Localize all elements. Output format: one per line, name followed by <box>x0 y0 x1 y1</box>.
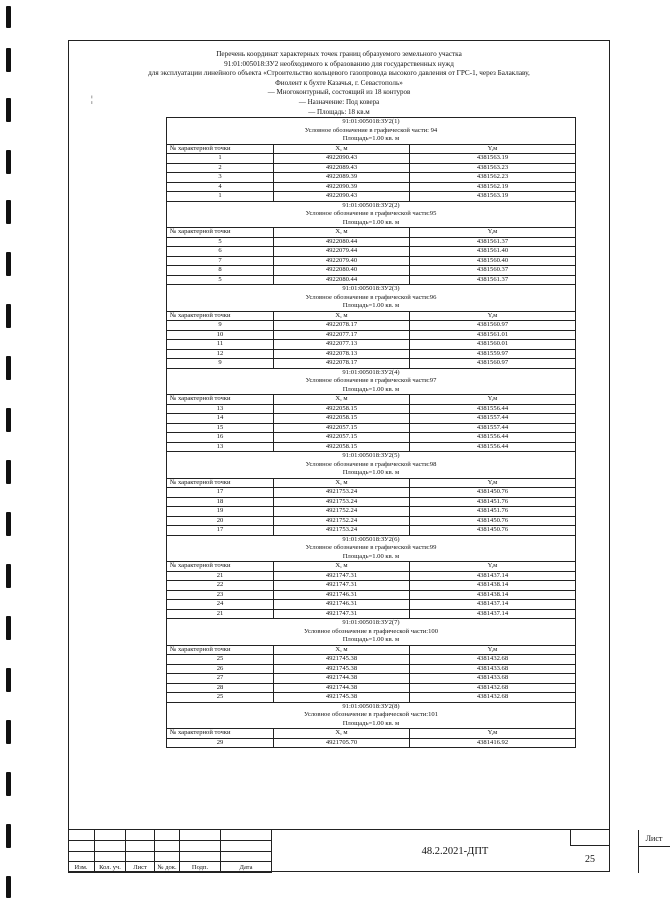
section-id-row <box>167 285 576 294</box>
section-legend-row <box>167 377 576 386</box>
point-y: 4381432.68 <box>410 683 576 693</box>
column-header-row <box>167 562 576 572</box>
point-x: 4922089.43 <box>274 163 410 173</box>
sheet-label: Лист <box>638 830 670 847</box>
stamp-label-docnum: № док. <box>155 862 180 873</box>
section-id-row <box>167 535 576 544</box>
section-area-row <box>167 302 576 311</box>
column-header-y: Y,м <box>410 311 576 321</box>
point-y: 4381416.92 <box>410 738 576 748</box>
table-row <box>167 359 576 369</box>
point-y: 4381563.23 <box>410 163 576 173</box>
point-y: 4381563.19 <box>410 154 576 164</box>
section-area: Площадь=1.00 кв. м <box>167 553 576 562</box>
point-x: 4921753.24 <box>274 497 410 507</box>
point-y: 4381450.76 <box>410 526 576 536</box>
table-row <box>167 330 576 340</box>
point-x: 4922079.44 <box>274 247 410 257</box>
column-header-row <box>167 311 576 321</box>
point-y: 4381562.23 <box>410 173 576 183</box>
point-number: 25 <box>167 693 274 703</box>
column-header-row <box>167 478 576 488</box>
point-x: 4921746.31 <box>274 590 410 600</box>
point-x: 4922057.15 <box>274 433 410 443</box>
table-row <box>167 600 576 610</box>
table-row <box>167 173 576 183</box>
table-row <box>167 683 576 693</box>
point-y: 4381556.44 <box>410 433 576 443</box>
point-number: 9 <box>167 321 274 331</box>
column-header-row <box>167 645 576 655</box>
meta-purpose: — Назначение: Под ковера <box>298 97 380 106</box>
point-y: 4381433.68 <box>410 664 576 674</box>
section-id: 91:01:005018:ЗУ2(7) <box>167 619 576 628</box>
column-header-num: № характерной точки <box>167 645 274 655</box>
table-row <box>167 266 576 276</box>
point-x: 4921744.38 <box>274 683 410 693</box>
section-legend: Условное обозначение в графической части:97 <box>167 377 576 386</box>
point-x: 4922077.13 <box>274 340 410 350</box>
section-area: Площадь=1.00 кв. м <box>167 302 576 311</box>
section-area-row <box>167 553 576 562</box>
title-line-4: Фиолент к бухте Казачья, г. Севастополь» <box>275 78 403 87</box>
point-y: 4381451.76 <box>410 497 576 507</box>
section-area: Площадь=1.00 кв. м <box>167 720 576 729</box>
point-y: 4381450.76 <box>410 516 576 526</box>
point-x: 4921705.70 <box>274 738 410 748</box>
table-row <box>167 321 576 331</box>
section-id-row <box>167 368 576 377</box>
section-id: 91:01:005018:ЗУ2(4) <box>167 368 576 377</box>
point-x: 4922078.13 <box>274 349 410 359</box>
table-row <box>167 237 576 247</box>
point-number: 22 <box>167 581 274 591</box>
section-legend-row <box>167 461 576 470</box>
section-legend-row <box>167 210 576 219</box>
section-legend: Условное обозначение в графической части:95 <box>167 210 576 219</box>
section-legend: Условное обозначение в графической части: 94 <box>167 127 576 136</box>
point-number: 10 <box>167 330 274 340</box>
column-header-x: X, м <box>274 228 410 238</box>
column-header-row <box>167 144 576 154</box>
point-number: 4 <box>167 182 274 192</box>
document-code: 48.2.2021-ДПТ <box>272 830 639 873</box>
point-x: 4921753.24 <box>274 526 410 536</box>
point-number: 21 <box>167 571 274 581</box>
section-area-row <box>167 469 576 478</box>
point-number: 5 <box>167 275 274 285</box>
point-x: 4922089.39 <box>274 173 410 183</box>
point-y: 4381560.97 <box>410 359 576 369</box>
column-header-y: Y,м <box>410 729 576 739</box>
column-header-x: X, м <box>274 478 410 488</box>
point-y: 4381433.68 <box>410 674 576 684</box>
point-y: 4381556.44 <box>410 442 576 452</box>
section-id: 91:01:005018:ЗУ2(3) <box>167 285 576 294</box>
point-x: 4922080.44 <box>274 237 410 247</box>
point-number: 3 <box>167 173 274 183</box>
table-row <box>167 655 576 665</box>
section-legend: Условное обозначение в графической части:99 <box>167 544 576 553</box>
column-header-y: Y,м <box>410 645 576 655</box>
point-x: 4921745.38 <box>274 693 410 703</box>
point-number: 23 <box>167 590 274 600</box>
column-header-row <box>167 729 576 739</box>
column-header-num: № характерной точки <box>167 395 274 405</box>
point-y: 4381556.44 <box>410 404 576 414</box>
point-y: 4381451.76 <box>410 507 576 517</box>
section-id: 91:01:005018:ЗУ2(5) <box>167 452 576 461</box>
section-id-row <box>167 118 576 127</box>
point-x: 4922079.40 <box>274 256 410 266</box>
column-header-row <box>167 228 576 238</box>
sheet-label-box <box>570 829 610 846</box>
point-number: 8 <box>167 266 274 276</box>
section-id: 91:01:005018:ЗУ2(6) <box>167 535 576 544</box>
document-header <box>68 50 610 118</box>
margin-mark: ¦ <box>91 94 93 104</box>
point-number: 18 <box>167 497 274 507</box>
section-id: 91:01:005018:ЗУ2(1) <box>167 118 576 127</box>
point-x: 4922058.15 <box>274 442 410 452</box>
column-header-y: Y,м <box>410 478 576 488</box>
section-id-row <box>167 619 576 628</box>
point-y: 4381560.01 <box>410 340 576 350</box>
table-row <box>167 433 576 443</box>
point-x: 4922077.17 <box>274 330 410 340</box>
stamp-label-count: Кол. уч. <box>95 862 126 873</box>
column-header-num: № характерной точки <box>167 478 274 488</box>
point-number: 7 <box>167 256 274 266</box>
point-number: 27 <box>167 674 274 684</box>
section-area-row <box>167 219 576 228</box>
section-legend-row <box>167 711 576 720</box>
point-x: 4922058.15 <box>274 414 410 424</box>
point-number: 17 <box>167 488 274 498</box>
table-row <box>167 414 576 424</box>
point-y: 4381560.37 <box>410 266 576 276</box>
section-legend: Условное обозначение в графической части:96 <box>167 294 576 303</box>
point-number: 1 <box>167 154 274 164</box>
point-x: 4921753.24 <box>274 488 410 498</box>
stamp-label-date: Дата <box>221 862 272 873</box>
point-x: 4921744.38 <box>274 674 410 684</box>
point-x: 4921745.38 <box>274 664 410 674</box>
point-y: 4381557.44 <box>410 423 576 433</box>
table-row <box>167 507 576 517</box>
point-number: 19 <box>167 507 274 517</box>
section-id-row <box>167 201 576 210</box>
table-row <box>167 154 576 164</box>
point-number: 13 <box>167 404 274 414</box>
section-area-row <box>167 636 576 645</box>
column-header-x: X, м <box>274 395 410 405</box>
table-row <box>167 526 576 536</box>
column-header-y: Y,м <box>410 144 576 154</box>
section-id-row <box>167 702 576 711</box>
section-area-row <box>167 386 576 395</box>
point-number: 29 <box>167 738 274 748</box>
point-x: 4921745.38 <box>274 655 410 665</box>
point-y: 4381561.37 <box>410 275 576 285</box>
table-row <box>167 571 576 581</box>
table-row <box>167 488 576 498</box>
point-y: 4381557.44 <box>410 414 576 424</box>
table-row <box>167 664 576 674</box>
section-legend-row <box>167 544 576 553</box>
point-y: 4381563.19 <box>410 192 576 202</box>
point-y: 4381437.14 <box>410 609 576 619</box>
section-area: Площадь=1.00 кв. м <box>167 135 576 144</box>
section-area: Площадь=1.00 кв. м <box>167 386 576 395</box>
column-header-num: № характерной точки <box>167 228 274 238</box>
table-row <box>167 674 576 684</box>
point-number: 26 <box>167 664 274 674</box>
section-legend: Условное обозначение в графической части:100 <box>167 628 576 637</box>
point-number: 24 <box>167 600 274 610</box>
column-header-num: № характерной точки <box>167 144 274 154</box>
title-line-1: Перечень координат характерных точек границ образуемого земельного участка <box>216 50 462 58</box>
point-y: 4381432.68 <box>410 693 576 703</box>
point-x: 4922090.43 <box>274 192 410 202</box>
point-number: 16 <box>167 433 274 443</box>
column-header-y: Y,м <box>410 228 576 238</box>
point-y: 4381559.97 <box>410 349 576 359</box>
table-row <box>167 163 576 173</box>
column-header-num: № характерной точки <box>167 729 274 739</box>
point-number: 15 <box>167 423 274 433</box>
point-x: 4921752.24 <box>274 507 410 517</box>
column-header-x: X, м <box>274 562 410 572</box>
point-x: 4922078.17 <box>274 321 410 331</box>
point-number: 6 <box>167 247 274 257</box>
point-number: 17 <box>167 526 274 536</box>
section-area: Площадь=1.00 кв. м <box>167 219 576 228</box>
coordinates-table <box>166 117 576 748</box>
table-row <box>167 693 576 703</box>
title-block <box>68 829 663 873</box>
table-row <box>167 247 576 257</box>
column-header-row <box>167 395 576 405</box>
column-header-x: X, м <box>274 645 410 655</box>
point-number: 12 <box>167 349 274 359</box>
point-x: 4922080.40 <box>274 266 410 276</box>
point-x: 4922078.17 <box>274 359 410 369</box>
point-x: 4921752.24 <box>274 516 410 526</box>
point-number: 20 <box>167 516 274 526</box>
stamp-label-signature: Подп. <box>180 862 221 873</box>
table-row <box>167 442 576 452</box>
table-row <box>167 192 576 202</box>
section-id-row <box>167 452 576 461</box>
point-y: 4381560.40 <box>410 256 576 266</box>
point-number: 28 <box>167 683 274 693</box>
table-row <box>167 609 576 619</box>
section-area: Площадь=1.00 кв. м <box>167 469 576 478</box>
table-row <box>167 423 576 433</box>
point-x: 4921746.31 <box>274 600 410 610</box>
point-y: 4381450.76 <box>410 488 576 498</box>
section-id: 91:01:005018:ЗУ2(2) <box>167 201 576 210</box>
point-y: 4381561.01 <box>410 330 576 340</box>
point-y: 4381438.14 <box>410 581 576 591</box>
section-id: 91:01:005018:ЗУ2(8) <box>167 702 576 711</box>
point-number: 2 <box>167 163 274 173</box>
column-header-y: Y,м <box>410 562 576 572</box>
revision-grid <box>68 830 272 873</box>
point-number: 1 <box>167 192 274 202</box>
point-number: 25 <box>167 655 274 665</box>
table-row <box>167 275 576 285</box>
column-header-y: Y,м <box>410 395 576 405</box>
point-number: 14 <box>167 414 274 424</box>
point-number: 5 <box>167 237 274 247</box>
point-number: 21 <box>167 609 274 619</box>
stamp-label-sheet: Лист <box>126 862 155 873</box>
point-y: 4381561.40 <box>410 247 576 257</box>
column-header-x: X, м <box>274 144 410 154</box>
point-y: 4381562.19 <box>410 182 576 192</box>
section-area-row <box>167 135 576 144</box>
point-y: 4381438.14 <box>410 590 576 600</box>
title-line-2: 91:01:005018:ЗУ2 необходимого к образованию для государственных нужд <box>224 59 454 68</box>
section-legend-row <box>167 127 576 136</box>
section-legend-row <box>167 294 576 303</box>
column-header-num: № характерной точки <box>167 311 274 321</box>
table-row <box>167 516 576 526</box>
point-x: 4921747.31 <box>274 581 410 591</box>
section-legend-row <box>167 628 576 637</box>
point-number: 11 <box>167 340 274 350</box>
column-header-x: X, м <box>274 311 410 321</box>
table-row <box>167 340 576 350</box>
point-x: 4921747.31 <box>274 609 410 619</box>
point-x: 4922080.44 <box>274 275 410 285</box>
table-row <box>167 404 576 414</box>
point-y: 4381561.37 <box>410 237 576 247</box>
meta-contours: — Многоконтурный, состоящий из 18 контуров <box>267 88 411 97</box>
section-legend: Условное обозначение в графической части:98 <box>167 461 576 470</box>
point-number: 13 <box>167 442 274 452</box>
table-row <box>167 182 576 192</box>
point-y: 4381560.97 <box>410 321 576 331</box>
meta-area: — Площадь: 18 кв.м <box>308 108 369 119</box>
section-area: Площадь=1.00 кв. м <box>167 636 576 645</box>
point-x: 4922090.43 <box>274 154 410 164</box>
point-x: 4922058.15 <box>274 404 410 414</box>
table-row <box>167 590 576 600</box>
point-y: 4381437.14 <box>410 600 576 610</box>
point-y: 4381432.68 <box>410 655 576 665</box>
point-number: 9 <box>167 359 274 369</box>
point-x: 4921747.31 <box>274 571 410 581</box>
table-row <box>167 738 576 748</box>
column-header-x: X, м <box>274 729 410 739</box>
table-row <box>167 256 576 266</box>
point-y: 4381437.14 <box>410 571 576 581</box>
section-legend: Условное обозначение в графической части:101 <box>167 711 576 720</box>
title-line-3: для эксплуатации линейного объекта «Строительство кольцевого газопровода высокого давления от ГРС-1, через Балаклаву, <box>148 69 530 78</box>
point-x: 4922057.15 <box>274 423 410 433</box>
column-header-num: № характерной точки <box>167 562 274 572</box>
table-row <box>167 349 576 359</box>
section-area-row <box>167 720 576 729</box>
table-row <box>167 497 576 507</box>
table-row <box>167 581 576 591</box>
stamp-label-change: Изм. <box>68 862 95 873</box>
point-x: 4922090.39 <box>274 182 410 192</box>
sheet-number: 25 <box>585 853 595 865</box>
